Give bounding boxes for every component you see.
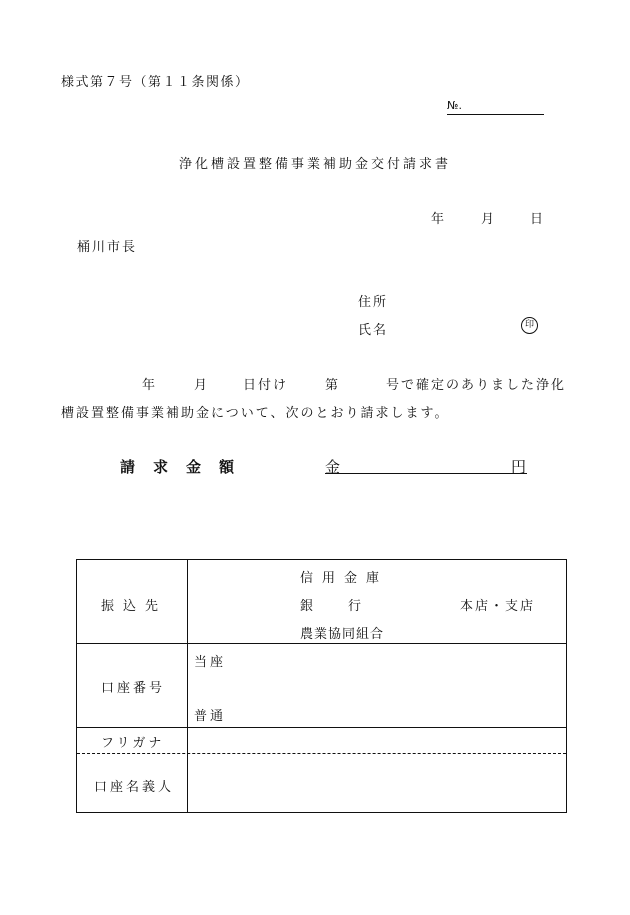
body-line2: 槽設置整備事業補助金について、次のとおり請求します。 xyxy=(61,406,450,421)
amount-prefix: 金 xyxy=(325,458,341,476)
branch-label[interactable]: 本店・支店 xyxy=(460,599,536,614)
body-line1-rest: 号で確定のありました浄化 xyxy=(386,378,567,393)
seal-mark: 印 xyxy=(521,317,538,334)
body-month: 月 xyxy=(194,378,210,393)
name-label: 氏名 xyxy=(358,323,389,338)
form-number: 様式第７号（第１１条関係） xyxy=(61,75,250,90)
bank-info-table xyxy=(76,559,567,813)
bank-type-ginko[interactable]: 銀 行 xyxy=(300,599,365,614)
amount-suffix: 円 xyxy=(511,458,527,476)
account-holder-label: 口座名義人 xyxy=(94,780,175,795)
body-number: 第 xyxy=(325,378,341,393)
date-month-label: 月 xyxy=(481,212,497,227)
body-year: 年 xyxy=(142,378,158,393)
account-type-futsu[interactable]: 普通 xyxy=(194,709,227,724)
document-number-field[interactable]: №. xyxy=(447,99,544,115)
bank-type-shinkin[interactable]: 信用金庫 xyxy=(300,571,389,586)
amount-label: 請求金額 xyxy=(120,458,253,476)
table-row-divider xyxy=(77,727,566,728)
recipient: 桶川市長 xyxy=(77,240,138,255)
bank-type-nokyo[interactable]: 農業協同組合 xyxy=(300,627,385,642)
account-type-toza[interactable]: 当座 xyxy=(194,655,227,670)
table-row-divider xyxy=(77,643,566,644)
furigana-label: フリガナ xyxy=(101,736,165,751)
date-year-label: 年 xyxy=(431,212,447,227)
body-day: 日付け xyxy=(243,378,289,393)
amount-field[interactable] xyxy=(325,473,527,474)
account-number-label: 口座番号 xyxy=(101,681,166,696)
date-day-label: 日 xyxy=(530,212,546,227)
table-divider xyxy=(187,560,188,812)
document-title: 浄化槽設置整備事業補助金交付請求書 xyxy=(178,157,451,172)
bank-label: 振込先 xyxy=(101,599,168,614)
table-row-divider xyxy=(77,753,566,754)
address-label: 住所 xyxy=(358,295,389,310)
